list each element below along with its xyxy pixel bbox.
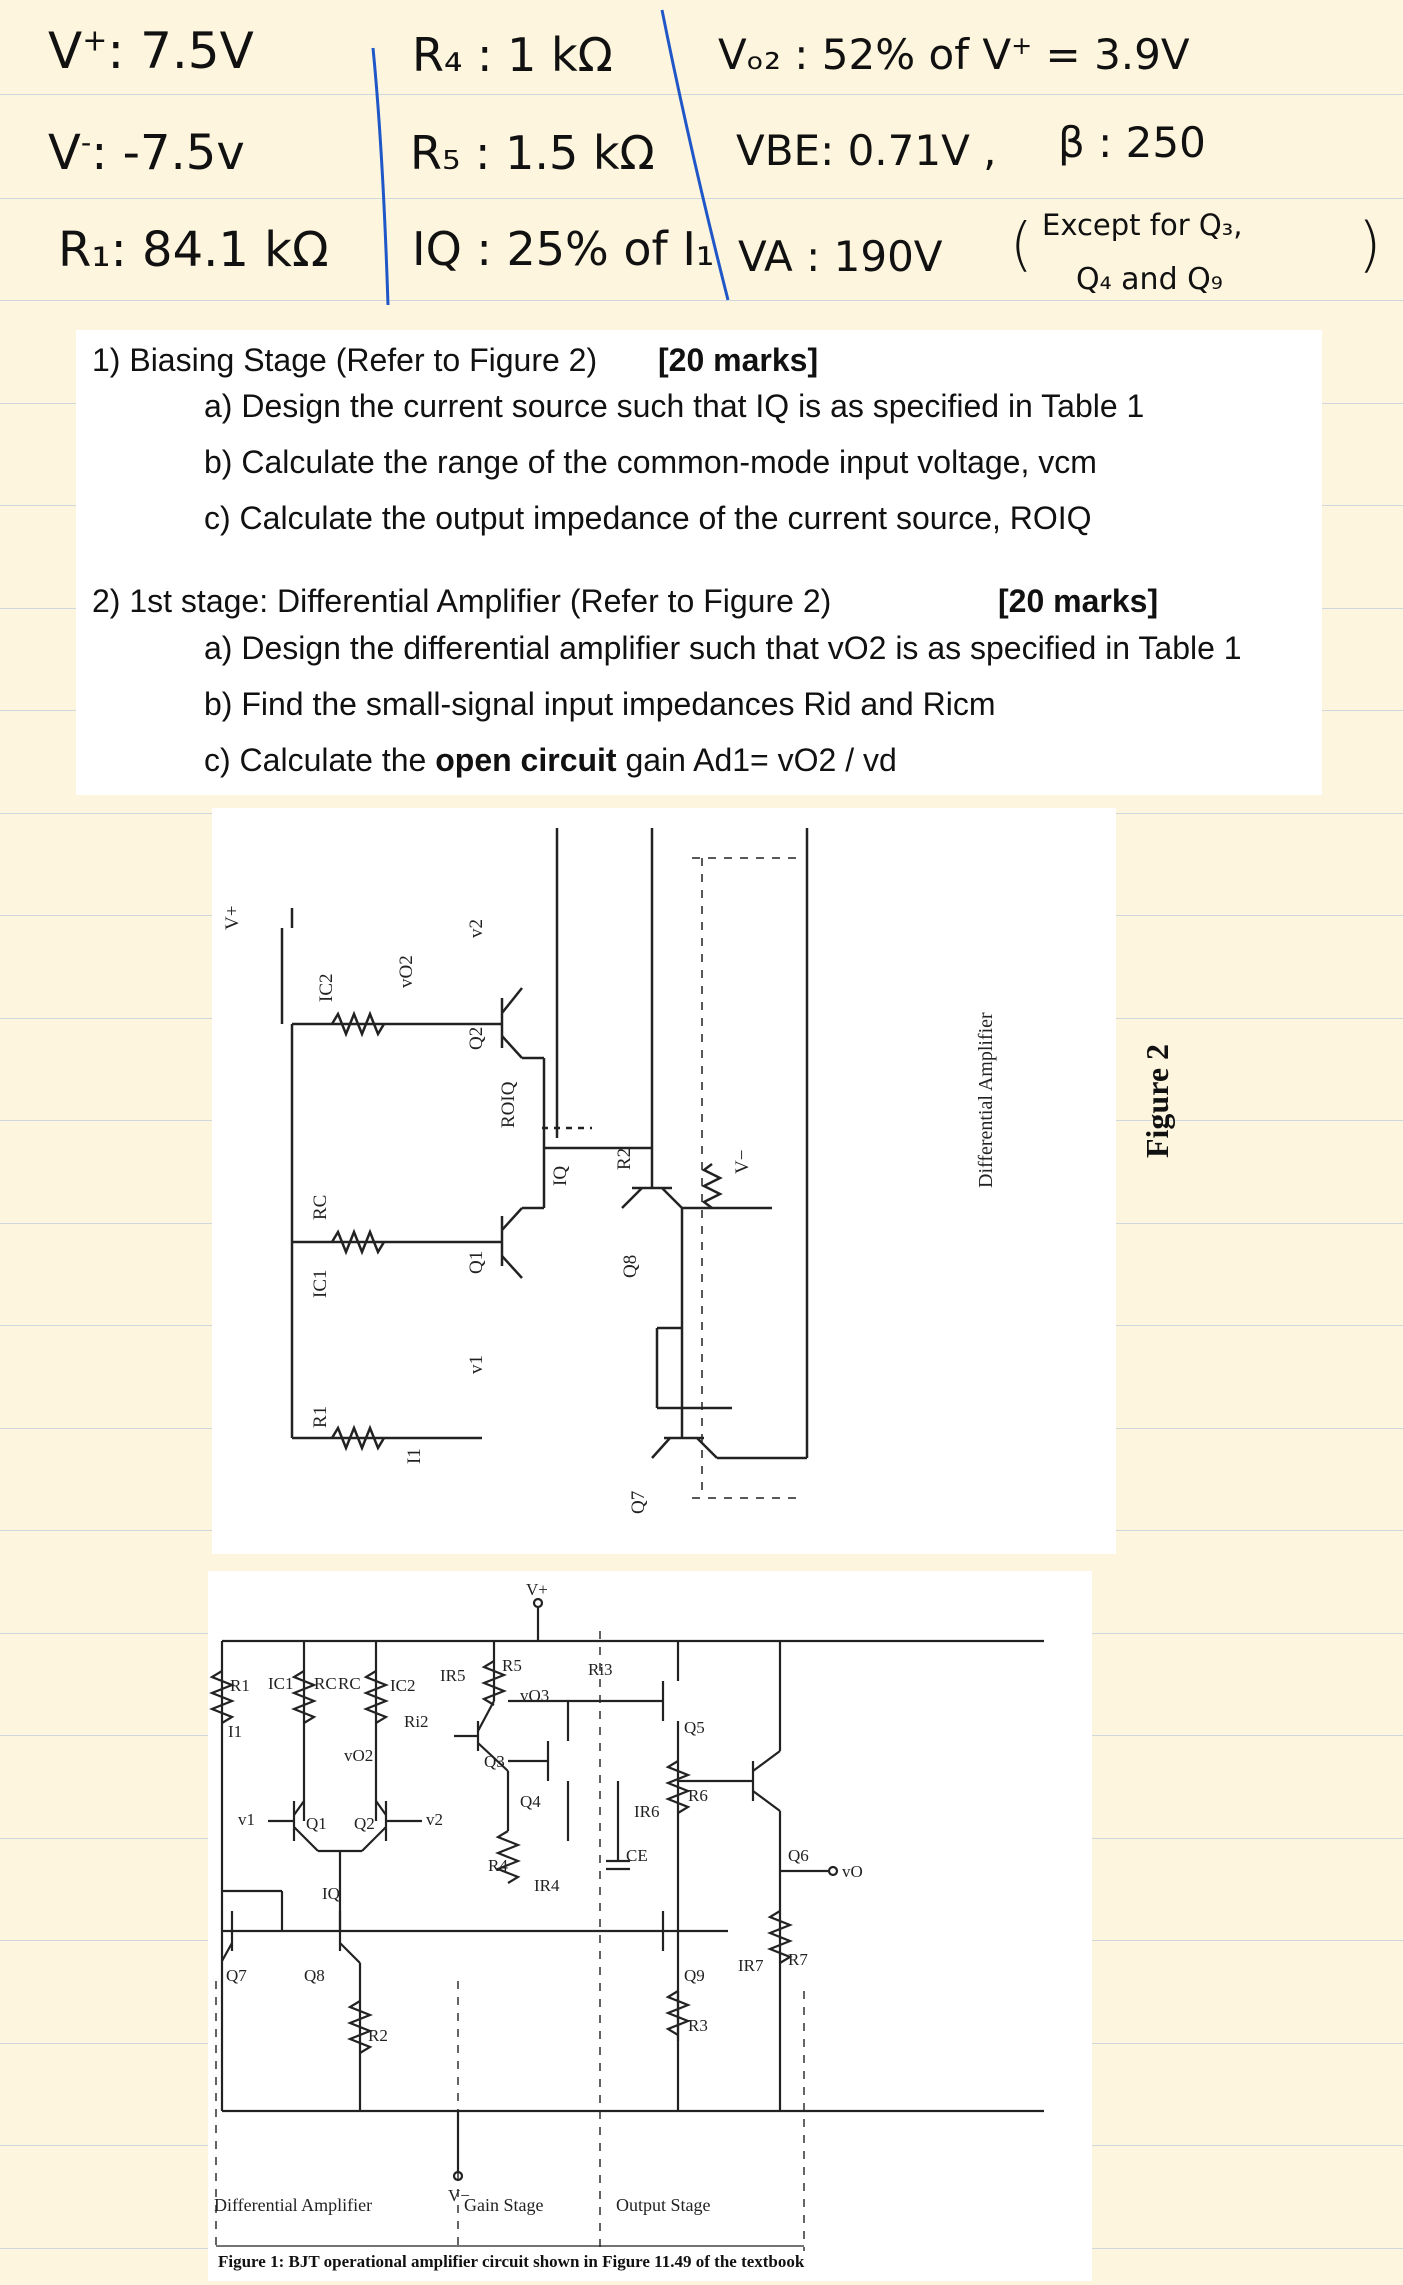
figure-2-panel bbox=[212, 808, 1175, 1554]
q1c: c) Calculate the output impedance of the current source, ROIQ bbox=[204, 500, 1092, 536]
fig1-rc2: RC bbox=[338, 1674, 361, 1693]
figure-1-panel bbox=[208, 1571, 1092, 2281]
fig1-ic2: IC2 bbox=[390, 1676, 416, 1695]
fig2-i1: I1 bbox=[404, 1448, 425, 1464]
fig1-vo: vO bbox=[842, 1862, 863, 1881]
fig2-vplus: V+ bbox=[222, 905, 243, 930]
q2-marks: [20 marks] bbox=[998, 583, 1159, 619]
fig1-vminus: V− bbox=[448, 2186, 470, 2205]
fig2-r1: R1 bbox=[310, 1405, 331, 1428]
column-dividers bbox=[0, 0, 1403, 320]
fig1-r4: R4 bbox=[488, 1856, 508, 1875]
fig1-rc: RC bbox=[314, 1674, 337, 1693]
fig2-q2: Q2 bbox=[466, 1026, 487, 1050]
fig1-q3: Q3 bbox=[484, 1752, 505, 1771]
r1-spec: R₁: 84.1 kΩ bbox=[58, 222, 329, 278]
fig1-ir7: IR7 bbox=[738, 1956, 764, 1975]
iq-spec: IQ : 25% of I₁ bbox=[412, 222, 715, 276]
fig2-q8: Q8 bbox=[620, 1254, 641, 1278]
fig1-q9: Q9 bbox=[684, 1966, 705, 1985]
fig2-v1: v1 bbox=[466, 1355, 487, 1374]
fig1-ir5: IR5 bbox=[440, 1666, 466, 1685]
fig1-q4: Q4 bbox=[520, 1792, 541, 1811]
fig2-ic2: IC2 bbox=[316, 973, 337, 1002]
fig1-stage-gain: Gain Stage bbox=[464, 2195, 544, 2215]
vo2-spec: Vₒ₂ : 52% of V+ = 3.9V bbox=[718, 30, 1190, 79]
fig2-roiq: ROIQ bbox=[498, 1081, 519, 1128]
fig1-v2: v2 bbox=[426, 1810, 443, 1829]
fig1-ir4: IR4 bbox=[534, 1876, 560, 1895]
fig2-v2: v2 bbox=[466, 919, 487, 938]
except-line-2: Q₄ and Q₉ bbox=[1076, 262, 1223, 297]
fig1-ic1: IC1 bbox=[268, 1674, 294, 1693]
q2a: a) Design the differential amplifier such that vO2 is as specified in Table 1 bbox=[204, 630, 1242, 666]
fig1-vo2: vO2 bbox=[344, 1746, 374, 1765]
fig2-vminus: V− bbox=[732, 1149, 753, 1174]
fig1-q6: Q6 bbox=[788, 1846, 809, 1865]
fig2-q1: Q1 bbox=[466, 1250, 487, 1274]
fig2-q7: Q7 bbox=[628, 1490, 649, 1514]
fig1-ir6: IR6 bbox=[634, 1802, 660, 1821]
fig1-ri2: Ri2 bbox=[404, 1712, 429, 1731]
fig2-r2: R2 bbox=[614, 1147, 635, 1170]
fig1-vo3: vO3 bbox=[520, 1686, 550, 1705]
vplus-spec: V+: 7.5V bbox=[48, 22, 254, 80]
fig2-span-label: Differential Amplifier bbox=[975, 1012, 997, 1188]
fig1-r7: R7 bbox=[788, 1950, 808, 1969]
except-line-1: Except for Q₃, bbox=[1042, 208, 1243, 242]
fig1-r6: R6 bbox=[688, 1786, 708, 1805]
fig1-r1: R1 bbox=[230, 1676, 250, 1695]
fig1-r3: R3 bbox=[688, 2016, 708, 2035]
vbe-spec: VBE: 0.71V , bbox=[736, 126, 997, 175]
r4-spec: R₄ : 1 kΩ bbox=[412, 28, 613, 82]
fig1-q1: Q1 bbox=[306, 1814, 327, 1833]
q1-marks: [20 marks] bbox=[658, 342, 819, 378]
beta-spec: β : 250 bbox=[1058, 118, 1206, 167]
fig2-iq: IQ bbox=[550, 1165, 571, 1186]
fig1-stage-diff: Differential Amplifier bbox=[214, 2195, 373, 2215]
fig1-r5: R5 bbox=[502, 1656, 522, 1675]
r5-spec: R₅ : 1.5 kΩ bbox=[410, 126, 655, 180]
q2b: b) Find the small-signal input impedances Rid and Ricm bbox=[204, 686, 996, 722]
fig1-v1: v1 bbox=[238, 1810, 255, 1829]
fig1-r2: R2 bbox=[368, 2026, 388, 2045]
fig1-vplus: V+ bbox=[526, 1580, 548, 1599]
fig1-iq: IQ bbox=[322, 1884, 340, 1903]
q1a: a) Design the current source such that IQ is as specified in Table 1 bbox=[204, 388, 1145, 424]
figure-1-schematic bbox=[208, 1571, 1092, 2281]
fig2-ic1: IC1 bbox=[310, 1269, 331, 1298]
fig1-i1: I1 bbox=[228, 1722, 243, 1741]
vminus-spec: V-: -7.5v bbox=[48, 125, 245, 181]
figure-1-caption: Figure 1: BJT operational amplifier circuit shown in Figure 11.49 of the textbook bbox=[218, 2252, 805, 2271]
fig2-rc: RC bbox=[310, 1194, 331, 1220]
figure-2-caption: Figure 2 bbox=[1139, 1043, 1175, 1158]
close-paren: ) bbox=[1358, 210, 1382, 280]
fig2-vo2: vO2 bbox=[396, 955, 417, 988]
fig1-q7: Q7 bbox=[226, 1966, 247, 1985]
q1b: b) Calculate the range of the common-mode input voltage, vcm bbox=[204, 444, 1097, 480]
q2c: c) Calculate the open circuit gain Ad1= vO2 / vd bbox=[204, 742, 897, 778]
q2-title: 2) 1st stage: Differential Amplifier (Refer to Figure 2) bbox=[92, 583, 832, 619]
open-paren: ( bbox=[1010, 210, 1033, 278]
fig1-stage-out: Output Stage bbox=[616, 2195, 711, 2215]
fig1-ce: CE bbox=[626, 1846, 648, 1865]
fig1-ri3: Ri3 bbox=[588, 1660, 613, 1679]
va-spec: VA : 190V bbox=[738, 232, 943, 281]
figure-2-schematic bbox=[212, 808, 1175, 1554]
fig1-q2: Q2 bbox=[354, 1814, 375, 1833]
fig1-q8: Q8 bbox=[304, 1966, 325, 1985]
q1-title: 1) Biasing Stage (Refer to Figure 2) bbox=[92, 342, 598, 378]
fig1-q5: Q5 bbox=[684, 1718, 705, 1737]
